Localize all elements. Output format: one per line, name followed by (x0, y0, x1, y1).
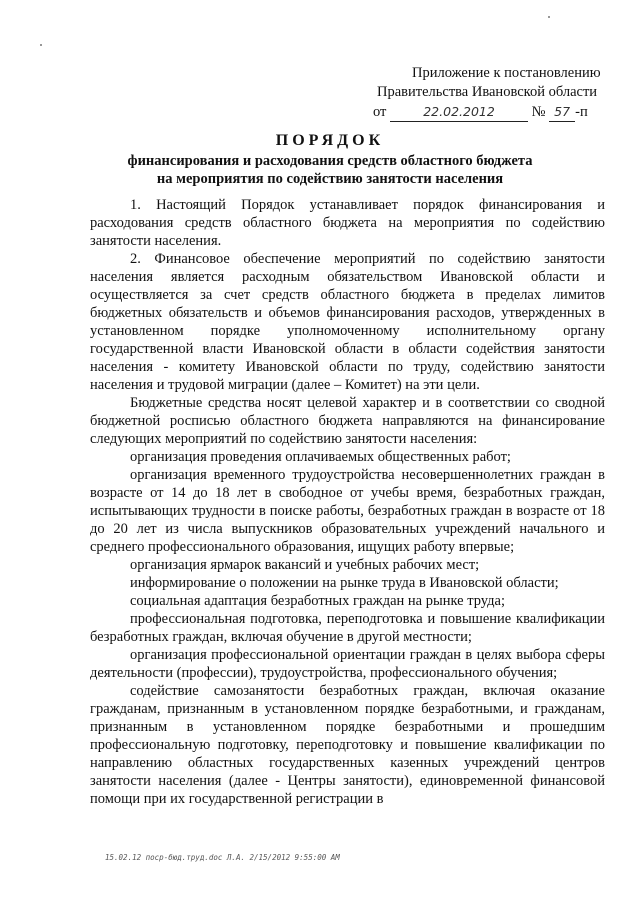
number-prefix: № (531, 104, 546, 120)
document-title: ПОРЯДОК (275, 132, 385, 149)
appendix-line-2: Правительства Ивановской области (377, 84, 598, 100)
handwritten-number: 57 (549, 102, 575, 122)
list-item: организация временного трудоустройства несовершеннолетних граждан в возрасте от 14 до 18 лет в свободное от учебы время, безработных граждан, испытывающих трудности в поиске работы, безработных граждан в возрасте от 18 до 20 лет из числа выпускников образовательных учреждений начального и среднего профессионального образования, ищущих работу впервые; (90, 467, 605, 555)
number-suffix: -п (575, 104, 588, 120)
appendix-line-1: Приложение к постановлению (412, 65, 601, 81)
paragraph-3: Бюджетные средства носят целевой характер и в соответствии со сводной бюджетной росписью областного бюджета направляются на финансирование следующих мероприятий по содействию занятости населения: (90, 395, 605, 447)
title-block (90, 130, 570, 188)
list-item: содействие самозанятости безработных граждан, включая оказание гражданам, признанным в установленном порядке безработными, и гражданам, признанным в установленном порядке безработными и прошедшим профессиональную подготовку, переподготовку и повышение квалификации по направлению областных государственных казенных учреждений центров занятости населения (далее - Центры занятости), единовременной финансовой помощи при их государственной регистрации в (90, 683, 605, 807)
paragraph-1: 1. Настоящий Порядок устанавливает порядок финансирования и расходования средств областного бюджета на мероприятия по содействию занятости населения. (90, 197, 605, 249)
list-item: профессиональная подготовка, переподготовка и повышение квалификации безработных граждан, включая обучение в другой местности; (90, 611, 605, 645)
list-item: организация профессиональной ориентации граждан в целях выбора сферы деятельности (профессии), трудоустройства, профессионального обучения; (90, 647, 605, 681)
appendix-header (373, 64, 613, 122)
document-subtitle-line-1: финансирования и расходования средств областного бюджета (127, 153, 533, 169)
appendix-date-line (373, 102, 613, 122)
file-footer: 15.02.12 поср-бюд.труд.doc Л.А. 2/15/2012 9:55:00 AM (105, 853, 340, 862)
scan-speck (40, 44, 42, 46)
list-item: организация проведения оплачиваемых общественных работ; (130, 449, 511, 465)
list-item: социальная адаптация безработных граждан на рынке труда; (130, 593, 505, 609)
document-body (90, 196, 605, 808)
document-subtitle-line-2: на мероприятия по содействию занятости населения (156, 171, 504, 187)
scan-speck (548, 16, 550, 18)
paragraph-2: 2. Финансовое обеспечение мероприятий по содействию занятости населения является расходным обязательством Ивановской области и осуществляется за счет средств областного бюджета в пределах лимитов бюджетных обязательств и объемов финансирования расходов, утвержденных в установленном порядке уполномоченному исполнительному органу государственной власти Ивановской области в области содействия занятости населения - комитету Ивановской области по труду, содействию занятости населения и трудовой миграции (далее – Комитет) на эти цели. (90, 251, 605, 393)
date-prefix: от (373, 104, 387, 120)
handwritten-date: 22.02.2012 (390, 102, 528, 122)
list-item: организация ярмарок вакансий и учебных рабочих мест; (130, 557, 480, 573)
list-item: информирование о положении на рынке труда в Ивановской области; (130, 575, 559, 591)
